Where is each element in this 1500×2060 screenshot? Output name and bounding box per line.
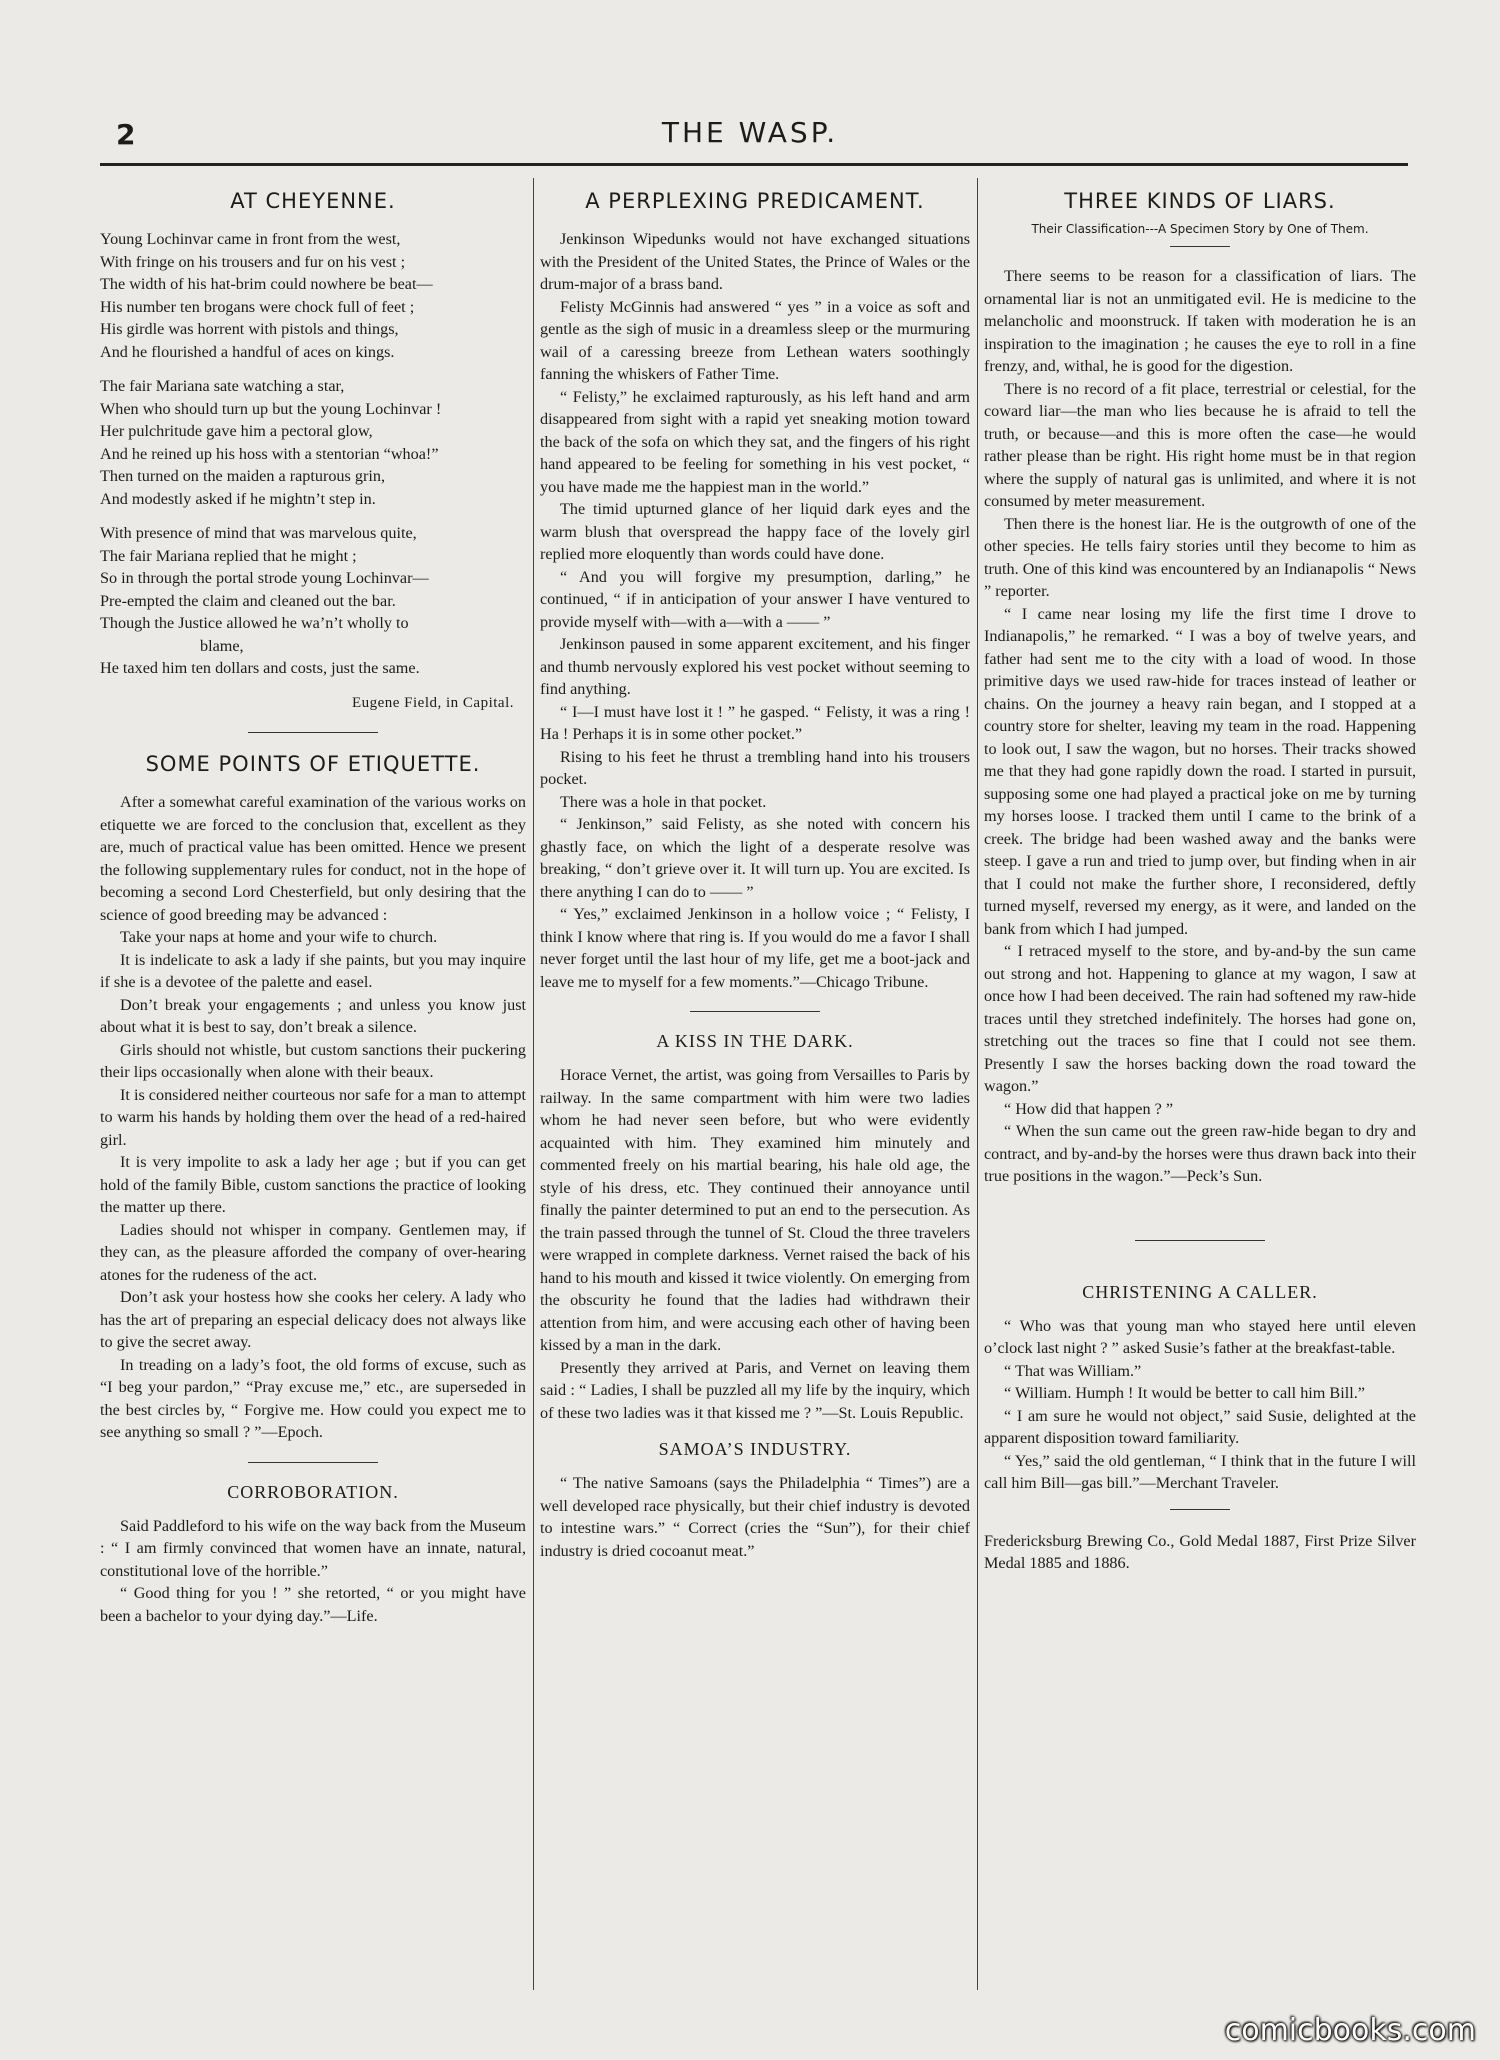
article-paragraph: Jenkinson paused in some apparent excitement, and his finger and thumb nervously explored his vest pocket without seeming to find anything.	[540, 635, 970, 698]
article-title-predicament: A PERPLEXING PREDICAMENT.	[585, 189, 925, 213]
article-paragraph: “ That was William.”	[1004, 1361, 1142, 1380]
article-paragraph: “ Yes,” exclaimed Jenkinson in a hollow voice ; “ Felisty, I think I know where that ring is. If you would do me a favor I shall never forget until the last hour of my life, get me a boot-jack and leave me to myself for a few moments.”—Chicago Tribune.	[540, 905, 970, 991]
poem-line: His girdle was horrent with pistols and things,	[100, 320, 399, 338]
article-paragraph: “ I am sure he would not object,” said Susie, delighted at the apparent disposition toward familiarity.	[984, 1406, 1416, 1447]
section-divider	[1170, 246, 1230, 247]
section-divider	[248, 1462, 378, 1463]
poem-line: Though the Justice allowed he wa’n’t wholly to	[100, 614, 409, 632]
poem-line: And modestly asked if he mightn’t step in.	[100, 489, 376, 508]
column-3	[984, 182, 1416, 2002]
section-divider	[1170, 1509, 1230, 1510]
article-paragraph: The timid upturned glance of her liquid dark eyes and the warm blush that overspread the happy face of the lovely girl replied more eloquently than words could have done.	[540, 500, 970, 563]
poem-line: With fringe on his trousers and fur on his vest ;	[100, 252, 406, 271]
article-paragraph: Rising to his feet he thrust a trembling hand into his trousers pocket.	[540, 747, 970, 788]
poem-line: He taxed him ten dollars and costs, just the same.	[100, 659, 420, 677]
poem-line: Then turned on the maiden a rapturous grin,	[100, 467, 385, 485]
poem-line: And he reined up his hoss with a stentorian “whoa!”	[100, 444, 439, 463]
article-title-samoa: SAMOA’S INDUSTRY.	[658, 1439, 852, 1459]
page-number: 2	[116, 118, 136, 151]
article-paragraph: Girls should not whistle, but custom sanctions their puckering their lips occasionally when alone with their beaux.	[100, 1040, 526, 1081]
article-title-cheyenne: AT CHEYENNE.	[230, 189, 396, 213]
article-paragraph: Don’t ask your hostess how she cooks her celery. A lady who has the art of preparing an especial delicacy does not always like to give the secret away.	[100, 1288, 526, 1351]
poem-line: His number ten brogans were chock full of feet ;	[100, 297, 415, 316]
brewing-advertisement: Fredericksburg Brewing Co., Gold Medal 1887, First Prize Silver Medal 1885 and 1886.	[984, 1531, 1416, 1572]
header-rule	[100, 163, 1408, 166]
poem-line: When who should turn up but the young Lochinvar !	[100, 399, 442, 418]
article-paragraph: “ And you will forgive my presumption, darling,” he continued, “ if in anticipation of your answer I have ventured to provide myself with—with a—with a —— ”	[540, 567, 970, 631]
article-paragraph: “ I retraced myself to the store, and by-and-by the sun came out strong and hot. Happening to glance at my wagon, I saw at once how I had been deceived. The rain had softened my raw-hide traces until they stretched indefinitely. The horses had gone on, stretching out the traces so fine that I could not see them. Presently I saw the horses backing down the road toward the wagon.”	[984, 942, 1416, 1095]
column-divider	[533, 178, 534, 1990]
poem-line: So in through the portal strode young Lochinvar—	[100, 569, 429, 587]
article-paragraph: “ Jenkinson,” said Felisty, as she noted with concern his ghastly face, on which the light of a desperate resolve was breaking, “ don’t grieve over it. It will turn up. You are excited. Is there anything I can do to —— ”	[540, 815, 970, 901]
poem-line: With presence of mind that was marvelous quite,	[100, 524, 417, 542]
article-paragraph: “ I—I must have lost it ! ” he gasped. “ Felisty, it was a ring ! Ha ! Perhaps it is in some other pocket.”	[540, 702, 970, 743]
article-paragraph: In treading on a lady’s foot, the old forms of excuse, such as “I beg your pardon,” “Pray excuse me,” etc., are superseded in the best circles by, “ Forgive me. How could you expect me to see anything so small ? ”—Epoch.	[100, 1355, 526, 1441]
article-paragraph: It is indelicate to ask a lady if she paints, but you may inquire if she is a devotee of the palette and easel.	[100, 950, 526, 991]
poem-at-cheyenne	[100, 228, 526, 680]
article-paragraph: There was a hole in that pocket.	[560, 792, 767, 811]
page-header	[0, 0, 1500, 170]
article-subtitle-liars: Their Classification---A Specimen Story by One of Them.	[1031, 222, 1369, 236]
article-title-liars: THREE KINDS OF LIARS.	[1064, 189, 1336, 213]
article-paragraph: Then there is the honest liar. He is the outgrowth of one of the other species. He tells fairy stories until they become to him as truth. One of this kind was encountered by an Indianapolis “ News ” reporter.	[984, 514, 1416, 600]
article-title-etiquette: SOME POINTS OF ETIQUETTE.	[145, 752, 481, 776]
masthead-title: THE WASP.	[661, 116, 839, 149]
article-paragraph: “ Yes,” said the old gentleman, “ I think that in the future I will call him Bill—gas bill.”—Merchant Traveler.	[984, 1451, 1416, 1492]
article-title-christening: CHRISTENING A CALLER.	[1082, 1281, 1318, 1302]
poem-line: Young Lochinvar came in front from the west,	[100, 230, 401, 248]
section-divider	[690, 1011, 820, 1012]
article-paragraph: Jenkinson Wipedunks would not have exchanged situations with the President of the United States, the Prince of Wales or the drum-major of a brass band.	[540, 230, 970, 293]
article-paragraph: After a somewhat careful examination of the various works on etiquette we are forced to the conclusion that, excellent as they are, much of practical value has been omitted. Hence we present the following supplementary rules for conduct, not in the hope of becoming a second Lord Chesterfield, but only desiring that the science of good breeding may be advanced :	[100, 793, 526, 924]
article-paragraph: Don’t break your engagements ; and unless you know just about what it is best to say, don’t break a silence.	[100, 995, 526, 1036]
article-paragraph: There is no record of a fit place, terrestrial or celestial, for the coward liar—the man who lies because he is afraid to tell the truth, or because—and this is more often the case—he would rather please than be right. His right home must be in that region where the supply of natural gas is unlimited, and where it is not consumed by meter measurement.	[984, 379, 1416, 510]
site-watermark: comicbooks.com	[1224, 2013, 1476, 2048]
article-paragraph: “ Felisty,” he exclaimed rapturously, as his left hand and arm disappeared from sight with a rapid yet sneaking motion toward the back of the sofa on which they sat, and the fingers of his right hand appeared to be feeling for something in his vest pocket, “ you have made me the happiest man in the world.”	[540, 387, 970, 496]
article-paragraph: Felisty McGinnis had answered “ yes ” in a voice as soft and gentle as the sigh of music in a dreamless sleep or the murmuring wail of a caressing breeze from Lethean waters soothingly fanning the whiskers of Father Time.	[540, 297, 970, 383]
poem-stanza	[100, 522, 526, 680]
article-paragraph: It is considered neither courteous nor safe for a man to attempt to warm his hands by holding them over the head of a red-haired girl.	[100, 1085, 526, 1149]
article-paragraph: “ The native Samoans (says the Philadelphia “ Times”) are a well developed race physically, but their chief industry is devoted to intestine wars.” “ Correct (cries the “Sun”), for their chief industry is dried cocoanut meat.”	[540, 1474, 970, 1560]
poem-line: The fair Mariana sate watching a star,	[100, 377, 345, 395]
poem-line: The fair Mariana replied that he might ;	[100, 546, 357, 565]
section-divider	[248, 732, 378, 733]
poem-line: Her pulchritude gave him a pectoral glow,	[100, 422, 373, 440]
article-paragraph: “ Good thing for you ! ” she retorted, “ or you might have been a bachelor to your dying day.”—Life.	[100, 1584, 526, 1625]
article-title-kiss: A KISS IN THE DARK.	[656, 1031, 854, 1051]
article-paragraph: Horace Vernet, the artist, was going from Versailles to Paris by railway. In the same compartment with him were two ladies whom he had never seen before, but who were evidently acquainted with him. They examined him minutely and commented freely on his martial bearing, his hale old age, the style of his dress, etc. They continued their annoyance until finally the painter determined to put an end to the persecution. As the train passed through the tunnel of St. Cloud the three travelers were wrapped in complete darkness. Vernet raised the back of his hand to his mouth and kissed it twice violently. On emerging from the obscurity he found that the ladies had withdrawn their attention from him, and were accusing each other of having been kissed by a man in the dark.	[540, 1066, 970, 1354]
column-1	[100, 182, 526, 2002]
article-paragraph: “ How did that happen ? ”	[1004, 1099, 1174, 1118]
article-paragraph: Take your naps at home and your wife to church.	[120, 928, 438, 946]
article-paragraph: “ William. Humph ! It would be better to call him Bill.”	[1004, 1384, 1365, 1402]
poem-line: Pre-empted the claim and cleaned out the bar.	[100, 591, 396, 610]
poem-line: blame,	[200, 636, 244, 655]
article-paragraph: Ladies should not whisper in company. Gentlemen may, if they can, as the pleasure afforded the company of over-hearing atones for the rudeness of the act.	[100, 1220, 526, 1284]
section-divider	[1135, 1240, 1265, 1241]
article-paragraph: “ When the sun came out the green raw-hide began to dry and contract, and by-and-by the horses were thus drawn back into their true positions in the wagon.”—Peck’s Sun.	[984, 1122, 1416, 1185]
article-paragraph: It is very impolite to ask a lady her age ; but if you can get hold of the family Bible, custom sanctions the practice of looking the matter up there.	[100, 1153, 526, 1216]
column-2	[540, 182, 970, 2002]
article-paragraph: Presently they arrived at Paris, and Vernet on leaving them said : “ Ladies, I shall be puzzled all my life by the inquiry, which of these two ladies was it that kissed me ? ”—St. Louis Republic.	[540, 1358, 970, 1422]
poem-signature: Eugene Field, in Capital.	[351, 694, 514, 711]
poem-stanza	[100, 375, 526, 510]
article-title-corroboration: CORROBORATION.	[227, 1481, 399, 1502]
article-paragraph: Said Paddleford to his wife on the way back from the Museum : “ I am firmly convinced that women have an innate, natural, constitutional love of the horrible.”	[100, 1516, 526, 1580]
article-paragraph: “ I came near losing my life the first time I drove to Indianapolis,” he remarked. “ I was a boy of twelve years, and father had sent me to the city with a load of wood. In those primitive days we used raw-hide for traces instead of leather or chains. On the journey a heavy rain began, and I stopped at a country store for shelter, leaving my team in the road. Happening to look out, I saw the wagon, but no horses. Their tracks showed me that they had gone rapidly down the road. I started in pursuit, supposing some one had played a practical joke on me by turning my horses loose. I tracked them until I came to the brink of a creek. The bridge had been washed away and the banks were steep. I gave a run and tried to jump over, but finding when in air that I could not make the further shore, I reconsidered, deftly turned myself, reversed my energy, as it were, and landed on the bank from which I had jumped.	[984, 604, 1416, 938]
column-divider	[977, 178, 978, 1990]
article-paragraph: “ Who was that young man who stayed here until eleven o’clock last night ? ” asked Susie’s father at the breakfast-table.	[984, 1316, 1416, 1357]
poem-line: And he flourished a handful of aces on kings.	[100, 342, 395, 361]
poem-line: The width of his hat-brim could nowhere be beat—	[100, 275, 433, 293]
article-paragraph: There seems to be reason for a classification of liars. The ornamental liar is not an unmitigated evil. He is medicine to the melancholic and moonstruck. If taken with moderation he is an inspiration to the imagination ; he causes the eye to roll in a fine frenzy, and, withal, he is good for the digestion.	[984, 267, 1416, 375]
poem-stanza	[100, 228, 526, 363]
